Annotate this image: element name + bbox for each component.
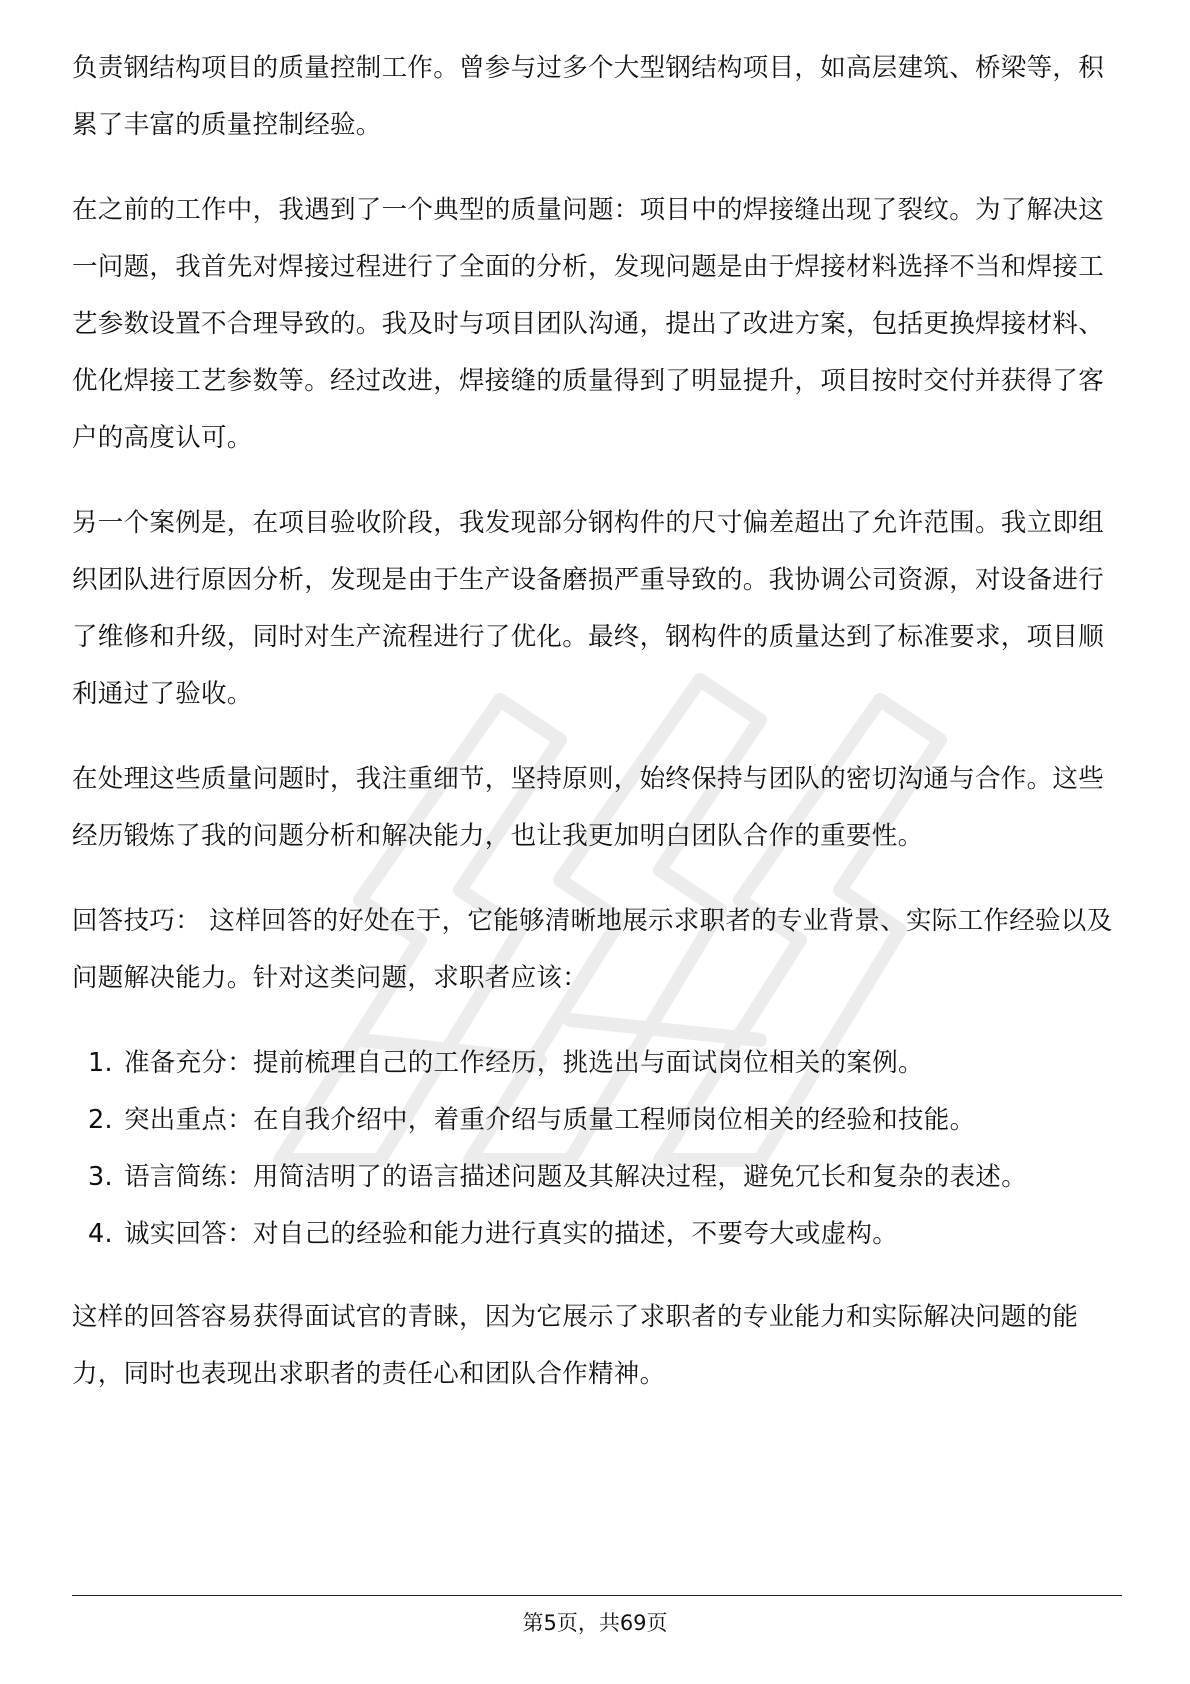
list-item bbox=[72, 1092, 1122, 1149]
list-item bbox=[72, 1035, 1122, 1092]
main-content bbox=[72, 40, 1122, 1431]
list-item-number: 3. bbox=[88, 1162, 113, 1192]
list-item-text: 语言简练：用简洁明了的语言描述问题及其解决过程，避免冗长和复杂的表述。 bbox=[124, 1162, 1028, 1192]
list-item-text: 准备充分：提前梳理自己的工作经历，挑选出与面试岗位相关的案例。 bbox=[124, 1048, 924, 1078]
paragraph-closing: 这样的回答容易获得面试官的青睐，因为它展示了求职者的专业能力和实际解决问题的能力，同时也表现出求职者的责任心和团队合作精神。 bbox=[72, 1302, 1079, 1389]
paragraph-dimension-deviation-case: 另一个案例是，在项目验收阶段，我发现部分钢构件的尺寸偏差超出了允许范围。我立即组织团队进行原因分析，发现是由于生产设备磨损严重导致的。我协调公司资源，对设备进行了维修和升级，同时对生产流程进行了优化。最终，钢构件的质量达到了标准要求，项目顺利通过了验收。 bbox=[72, 508, 1105, 709]
list-item-text: 诚实回答：对自己的经验和能力进行真实的描述，不要夸大或虚构。 bbox=[124, 1219, 899, 1249]
list-item-text: 突出重点：在自我介绍中，着重介绍与质量工程师岗位相关的经验和技能。 bbox=[124, 1105, 976, 1135]
paragraph-reflection: 在处理这些质量问题时，我注重细节，坚持原则，始终保持与团队的密切沟通与合作。这些经历锻炼了我的问题分析和解决能力，也让我更加明白团队合作的重要性。 bbox=[72, 764, 1105, 851]
list-item-number: 2. bbox=[88, 1105, 113, 1135]
paragraph-weld-crack-case: 在之前的工作中，我遇到了一个典型的质量问题：项目中的焊接缝出现了裂纹。为了解决这一问题，我首先对焊接过程进行了全面的分析，发现问题是由于焊接材料选择不当和焊接工艺参数设置不合理导致的。我及时与项目团队沟通，提出了改进方案，包括更换焊接材料、优化焊接工艺参数等。经过改进，焊接缝的质量得到了明显提升，项目按时交付并获得了客户的高度认可。 bbox=[72, 195, 1105, 453]
list-item bbox=[72, 1206, 1122, 1263]
footer-divider bbox=[72, 1595, 1122, 1596]
paragraph-answer-tips-intro: 回答技巧： 这样回答的好处在于，它能够清晰地展示求职者的专业背景、实际工作经验以及问题解决能力。针对这类问题，求职者应该： bbox=[72, 906, 1113, 993]
list-item-number: 4. bbox=[88, 1219, 113, 1249]
list-item-number: 1. bbox=[88, 1048, 113, 1078]
list-item bbox=[72, 1149, 1122, 1206]
paragraph-role-summary: 负责钢结构项目的质量控制工作。曾参与过多个大型钢结构项目，如高层建筑、桥梁等，积累了丰富的质量控制经验。 bbox=[72, 53, 1105, 140]
page-number: 第5页，共69页 bbox=[522, 1611, 668, 1635]
tips-list bbox=[72, 1035, 1122, 1263]
